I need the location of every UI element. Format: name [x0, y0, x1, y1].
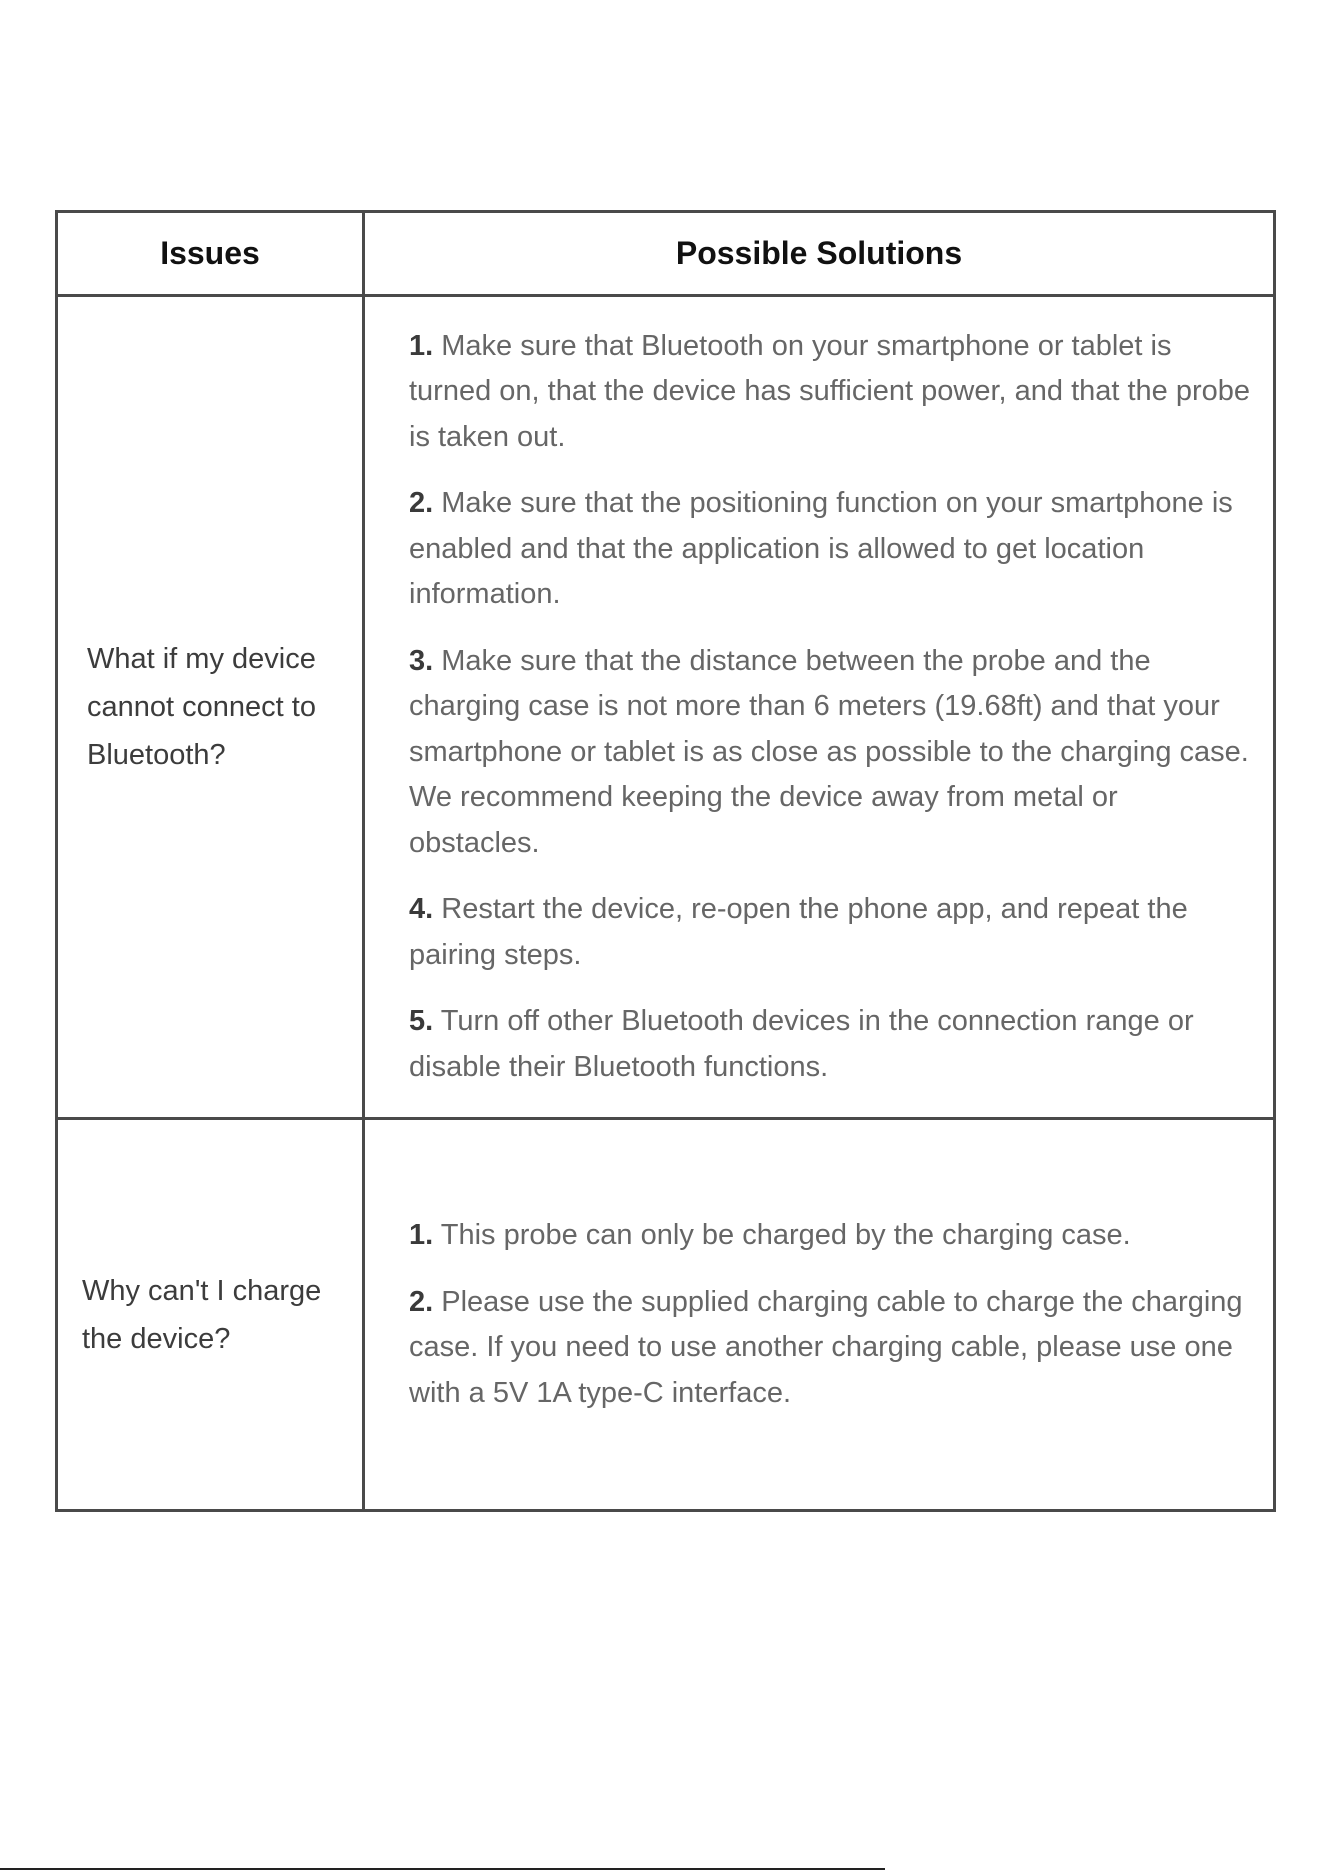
- page-bottom-rule: [0, 1868, 885, 1870]
- issues-header: Issues: [57, 212, 364, 296]
- solution-number: 4.: [409, 893, 434, 926]
- solution-item: [409, 324, 1251, 461]
- solutions-charging: [364, 1119, 1275, 1511]
- solution-item: [409, 1213, 1251, 1259]
- solution-text: Please use the supplied charging cable to charge the charging case. If you need to use another charging cable, please use one with a 5V 1A type-C interface.: [409, 1285, 1243, 1409]
- solutions-bluetooth: [364, 296, 1275, 1119]
- solution-item: [409, 639, 1251, 867]
- solution-item: [409, 999, 1251, 1090]
- issue-charging: Why can't I charge the device?: [57, 1119, 364, 1511]
- solution-number: 2.: [409, 1285, 434, 1318]
- solution-number: 1.: [409, 329, 434, 362]
- solution-text: Make sure that the positioning function on your smartphone is enabled and that the application is allowed to get location information.: [409, 487, 1233, 611]
- table-row: [57, 1119, 1275, 1511]
- solution-item: [409, 1280, 1251, 1417]
- troubleshooting-table: [55, 210, 1276, 1512]
- solution-number: 5.: [409, 1005, 434, 1038]
- solution-text: Make sure that Bluetooth on your smartphone or tablet is turned on, that the device has sufficient power, and that the probe is taken out.: [409, 329, 1251, 453]
- solution-text: Make sure that the distance between the probe and the charging case is not more than 6 meters (19.68ft) and that your smartphone or tablet is as close as possible to the charging case. We recommend keeping the device away from metal or obstacles.: [409, 644, 1249, 859]
- solution-text: Turn off other Bluetooth devices in the connection range or disable their Bluetooth functions.: [409, 1005, 1194, 1083]
- solution-text: Restart the device, re-open the phone app, and repeat the pairing steps.: [409, 893, 1188, 971]
- table-header-row: [57, 212, 1275, 296]
- solution-text: This probe can only be charged by the charging case.: [440, 1219, 1131, 1251]
- solution-item: [409, 887, 1251, 978]
- solution-item: [409, 481, 1251, 618]
- solution-number: 2.: [409, 487, 434, 520]
- issue-bluetooth: What if my device cannot connect to Bluetooth?: [57, 296, 364, 1119]
- solution-number: 3.: [409, 644, 434, 677]
- solution-number: 1.: [409, 1219, 434, 1251]
- solutions-header: Possible Solutions: [364, 212, 1275, 296]
- table-row: [57, 296, 1275, 1119]
